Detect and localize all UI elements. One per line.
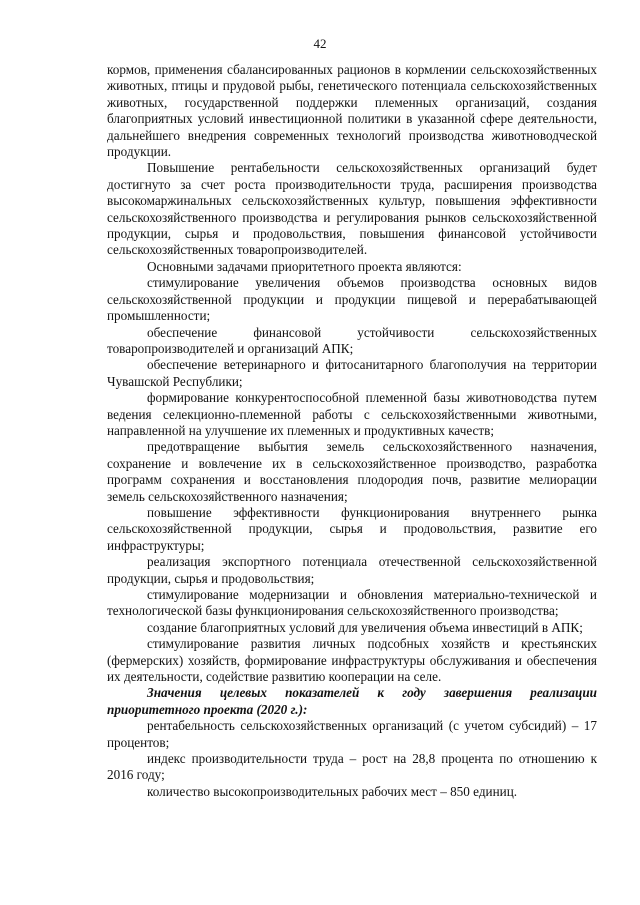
- task-item: предотвращение выбытия земель сельскохозяйственного назначения, сохранение и вовлечение их в сельскохозяйственное производство, разработка программ сохранения и восстановления плодородия почв, развитие мелиорации земель сельскохозяйственного назначения;: [107, 439, 597, 504]
- task-item: реализация экспортного потенциала отечественной сельскохозяйственной продукции, сырья и продовольствия;: [107, 554, 597, 586]
- task-item: обеспечение финансовой устойчивости сельскохозяйственных товаропроизводителей и организаций АПК;: [107, 324, 597, 356]
- task-item: обеспечение ветеринарного и фитосанитарного благополучия на территории Чувашской Республики;: [107, 357, 597, 389]
- paragraph-continuation: кормов, применения сбалансированных рационов в кормлении сельскохозяйственных животных, птицы и прудовой рыбы, генетического потенциала сельскохозяйственных животных, государственной поддержки племенных организаций, создания благоприятных условий инвестиционной политики в указанной сфере деятельности, дальнейшего внедрения современных технологий производства животноводческой продукции.: [107, 62, 597, 160]
- task-item: формирование конкурентоспособной племенной базы животноводства путем ведения селекционно-племенной работы с сельскохозяйственными животными, направленной на улучшение их племенных и продуктивных качеств;: [107, 390, 597, 438]
- task-item: создание благоприятных условий для увеличения объема инвестиций в АПК;: [147, 619, 583, 635]
- task-item: стимулирование увеличения объемов производства основных видов сельскохозяйственной продукции и продукции пищевой и перерабатывающей промышленности;: [107, 275, 597, 324]
- indicator-item: рентабельность сельскохозяйственных организаций (с учетом субсидий) – 17 процентов;: [107, 718, 597, 750]
- page-number: 42: [313, 36, 327, 51]
- body-text: [107, 62, 597, 800]
- target-indicators-heading: Значения целевых показателей к году завершения реализации приоритетного проекта (2020 г.):: [107, 685, 597, 717]
- indicator-item: индекс производительности труда – рост на 28,8 процента по отношению к 2016 году;: [107, 751, 597, 783]
- paragraph-profitability: Повышение рентабельности сельскохозяйственных организаций будет достигнуто за счет роста производительности труда, расширения производства высокомаржинальных сельскохозяйственных культур, повышения эффективности сельскохозяйственного производства и регулирования рынков сельскохозяйственной продукции, сырья и продовольствия, повышения финансовой устойчивости сельскохозяйственных товаропроизводителей.: [107, 160, 597, 258]
- indicator-item: количество высокопроизводительных рабочих мест – 850 единиц.: [147, 783, 518, 799]
- paragraph-tasks-intro: Основными задачами приоритетного проекта являются:: [147, 258, 462, 274]
- task-item: стимулирование развития личных подсобных хозяйств и крестьянских (фермерских) хозяйств, формирование инфраструктуры обслуживания и обеспечения их деятельности, содействие развитию кооперации на селе.: [107, 636, 597, 685]
- task-item: повышение эффективности функционирования внутреннего рынка сельскохозяйственной продукции, сырья и продовольствия, развитие его инфраструктуры;: [107, 504, 597, 553]
- task-item: стимулирование модернизации и обновления материально-технической и технологической базы функционирования сельскохозяйственного производства;: [107, 587, 597, 619]
